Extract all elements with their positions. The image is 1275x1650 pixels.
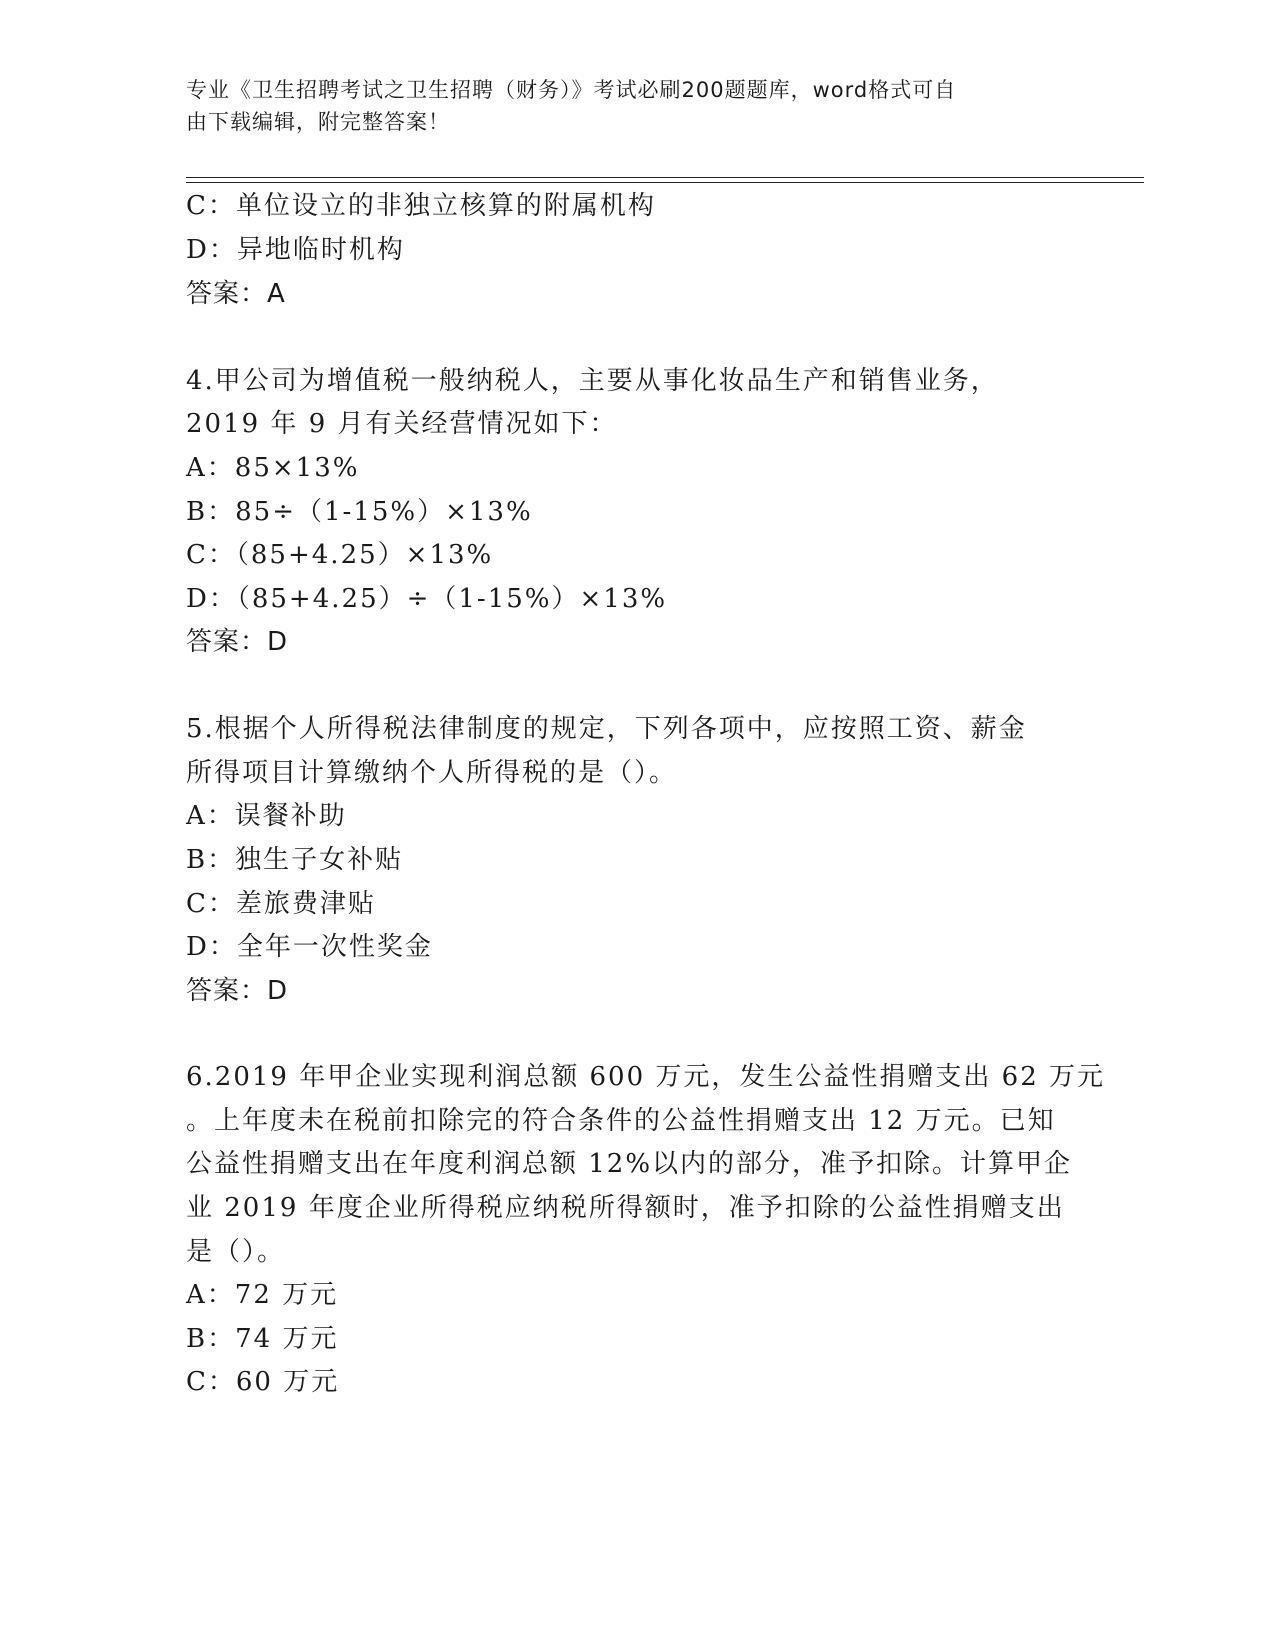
q4-option-d: D：（85+4.25）÷（1-15%）×13% [186, 584, 668, 614]
q4-option-c: C：（85+4.25）×13% [186, 540, 494, 570]
q5-stem-line-1: 5.根据个人所得税法律制度的规定，下列各项中，应按照工资、薪金 [186, 714, 1027, 744]
document-header [186, 74, 1066, 138]
q6-stem-line-5: 是（）。 [186, 1237, 286, 1267]
q3-option-d: D：异地临时机构 [186, 235, 405, 265]
q5-option-d: D：全年一次性奖金 [186, 932, 433, 962]
q4-option-b: B：85÷（1-15%）×13% [186, 497, 533, 527]
q6-option-c: C：60 万元 [186, 1367, 340, 1397]
q6-stem-line-2: 。上年度未在税前扣除完的符合条件的公益性捐赠支出 12 万元。已知 [186, 1106, 1056, 1136]
q6-stem-line-1: 6.2019 年甲企业实现利润总额 600 万元，发生公益性捐赠支出 62 万元 [186, 1062, 1106, 1092]
header-line-2: 由下载编辑，附完整答案！ [186, 110, 450, 134]
q6-stem-line-4: 业 2019 年度企业所得税应纳税所得额时，准予扣除的公益性捐赠支出 [186, 1193, 1065, 1223]
q4-option-a: A：85×13% [186, 453, 360, 483]
q5-option-a: A：误餐补助 [186, 801, 347, 831]
q5-option-b: B：独生子女补贴 [186, 845, 404, 875]
q5-option-c: C：差旅费津贴 [186, 889, 376, 919]
q6-option-a: A：72 万元 [186, 1280, 339, 1310]
q4-answer: 答案：D [186, 627, 289, 657]
q5-stem-line-2: 所得项目计算缴纳个人所得税的是（）。 [186, 758, 678, 788]
header-divider-top [186, 177, 1144, 178]
q3-option-c: C：单位设立的非独立核算的附属机构 [186, 191, 656, 221]
q4-stem-line-1: 4.甲公司为增值税一般纳税人，主要从事化妆品生产和销售业务， [186, 366, 999, 396]
q3-answer: 答案：A [186, 279, 286, 309]
q6-stem-line-3: 公益性捐赠支出在年度利润总额 12%以内的部分，准予扣除。计算甲企 [186, 1149, 1073, 1179]
header-line-1: 专业《卫生招聘考试之卫生招聘（财务）》考试必刷200题题库，word格式可自 [186, 78, 957, 102]
q5-answer: 答案：D [186, 976, 289, 1006]
header-divider-bottom [186, 182, 1144, 183]
q6-option-b: B：74 万元 [186, 1324, 339, 1354]
q4-stem-line-2: 2019 年 9 月有关经营情况如下： [186, 409, 618, 439]
